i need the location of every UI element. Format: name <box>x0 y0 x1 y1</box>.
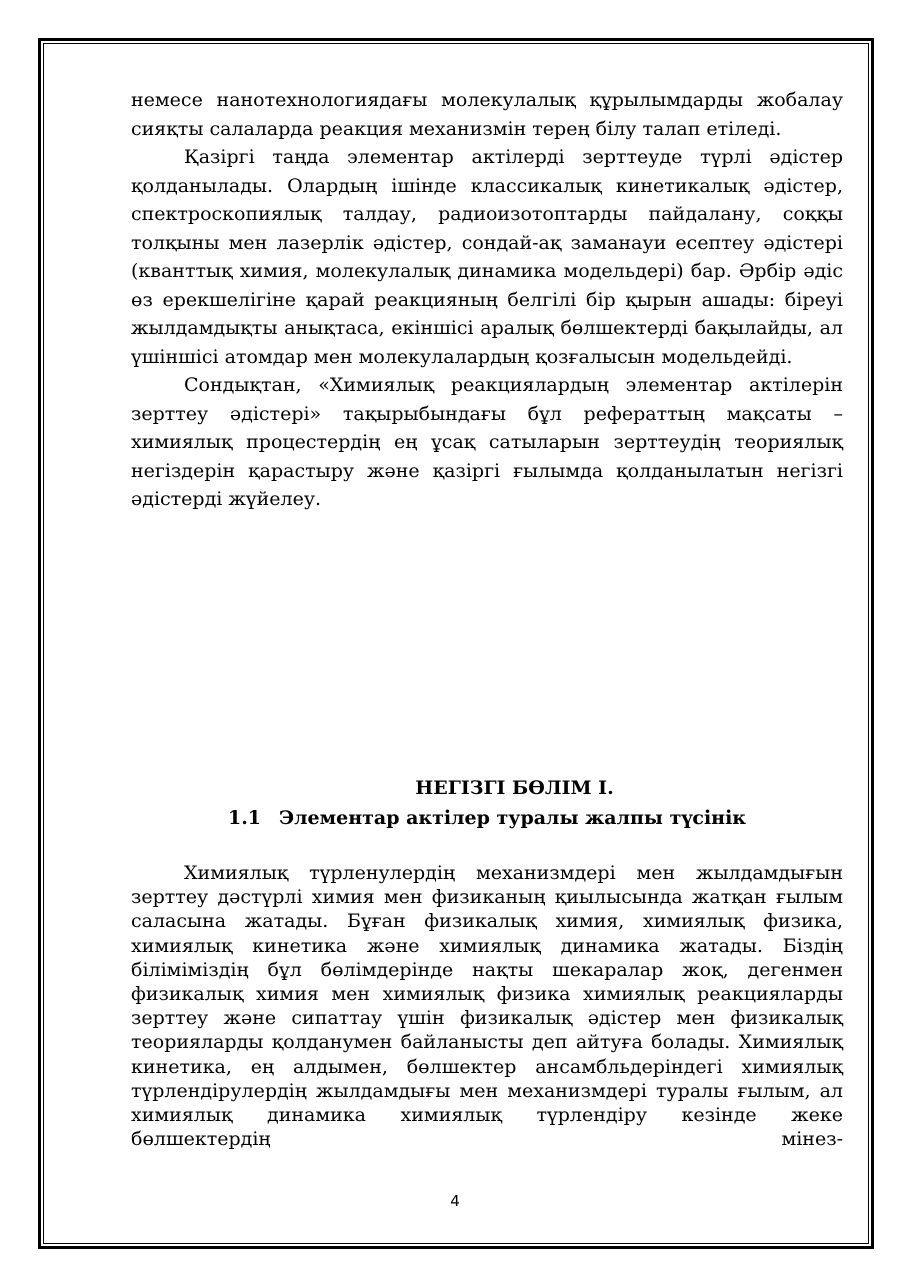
paragraph-methods: Қазіргі таңда элементар актілерді зерттеуде түрлі әдістер қолданылады. Олардың ішінде классикалық кинетикалық әдістер, спектроскопиялық талдау, радиоизотоптарды пайдалану, соққы толқыны мен лазерлік әдістер, сондай-ақ заманауи есептеу әдістері (кванттық химия, молекулалық динамика модельдері) бар. Әрбір әдіс өз ерекшелігіне қарай реакцияның белгілі бір қырын ашады: біреуі жылдамдықты анықтаса, екіншісі аралық бөлшектерді бақылайды, ал үшіншісі атомдар мен молекулалардың қозғалысын модельдейді. <box>131 146 843 368</box>
subsection-number: 1.1 <box>227 807 262 829</box>
paragraph-section-body: Химиялық түрленулердің механизмдері мен жылдамдығын зерттеу дәстүрлі химия мен физиканың қиылысында жатқан ғылым саласына жатады. Бұған физикалық химия, химиялық физика, химиялық кинетика және химиялық динамика жатады. Біздің біліміміздің бұл бөлімдерінде нақты шекаралар жоқ, дегенмен физикалық химия мен химиялық физика химиялық реакцияларды зерттеу және сипаттау үшін физикалық әдістер мен физикалық теорияларды қолданумен байланысты деп айтуға болады. Химиялық кинетика, ең алдымен, бөлшектер ансамбльдеріндегі химиялық түрлендірулердің жылдамдығы мен механизмдері туралы ғылым, ал химиялық динамика химиялық түрлендіру кезінде жеке бөлшектердің мінез- <box>131 862 843 1151</box>
section-body <box>131 861 843 1151</box>
subsection-heading <box>131 804 843 832</box>
section-heading-block <box>131 774 843 832</box>
paragraph-continuation: немесе нанотехнологиядағы молекулалық құрылымдарды жобалау сияқты салаларда реакция механизмін терең білу талап етіледі. <box>131 89 843 140</box>
page-number: 4 <box>450 1192 460 1210</box>
paragraph-purpose: Сондықтан, «Химиялық реакциялардың элементар актілерін зерттеу әдістері» тақырыбындағы бұл рефераттың мақсаты – химиялық процестердің ең ұсақ сатыларын зерттеудің теориялық негіздерін қарастыру және қазіргі ғылымда қолданылатын негізгі әдістерді жүйелеу. <box>131 374 843 510</box>
section-title: НЕГІЗГІ БӨЛІМ І. <box>415 777 614 799</box>
subsection-title: Элементар актілер туралы жалпы түсінік <box>279 807 747 829</box>
intro-text <box>131 86 843 514</box>
